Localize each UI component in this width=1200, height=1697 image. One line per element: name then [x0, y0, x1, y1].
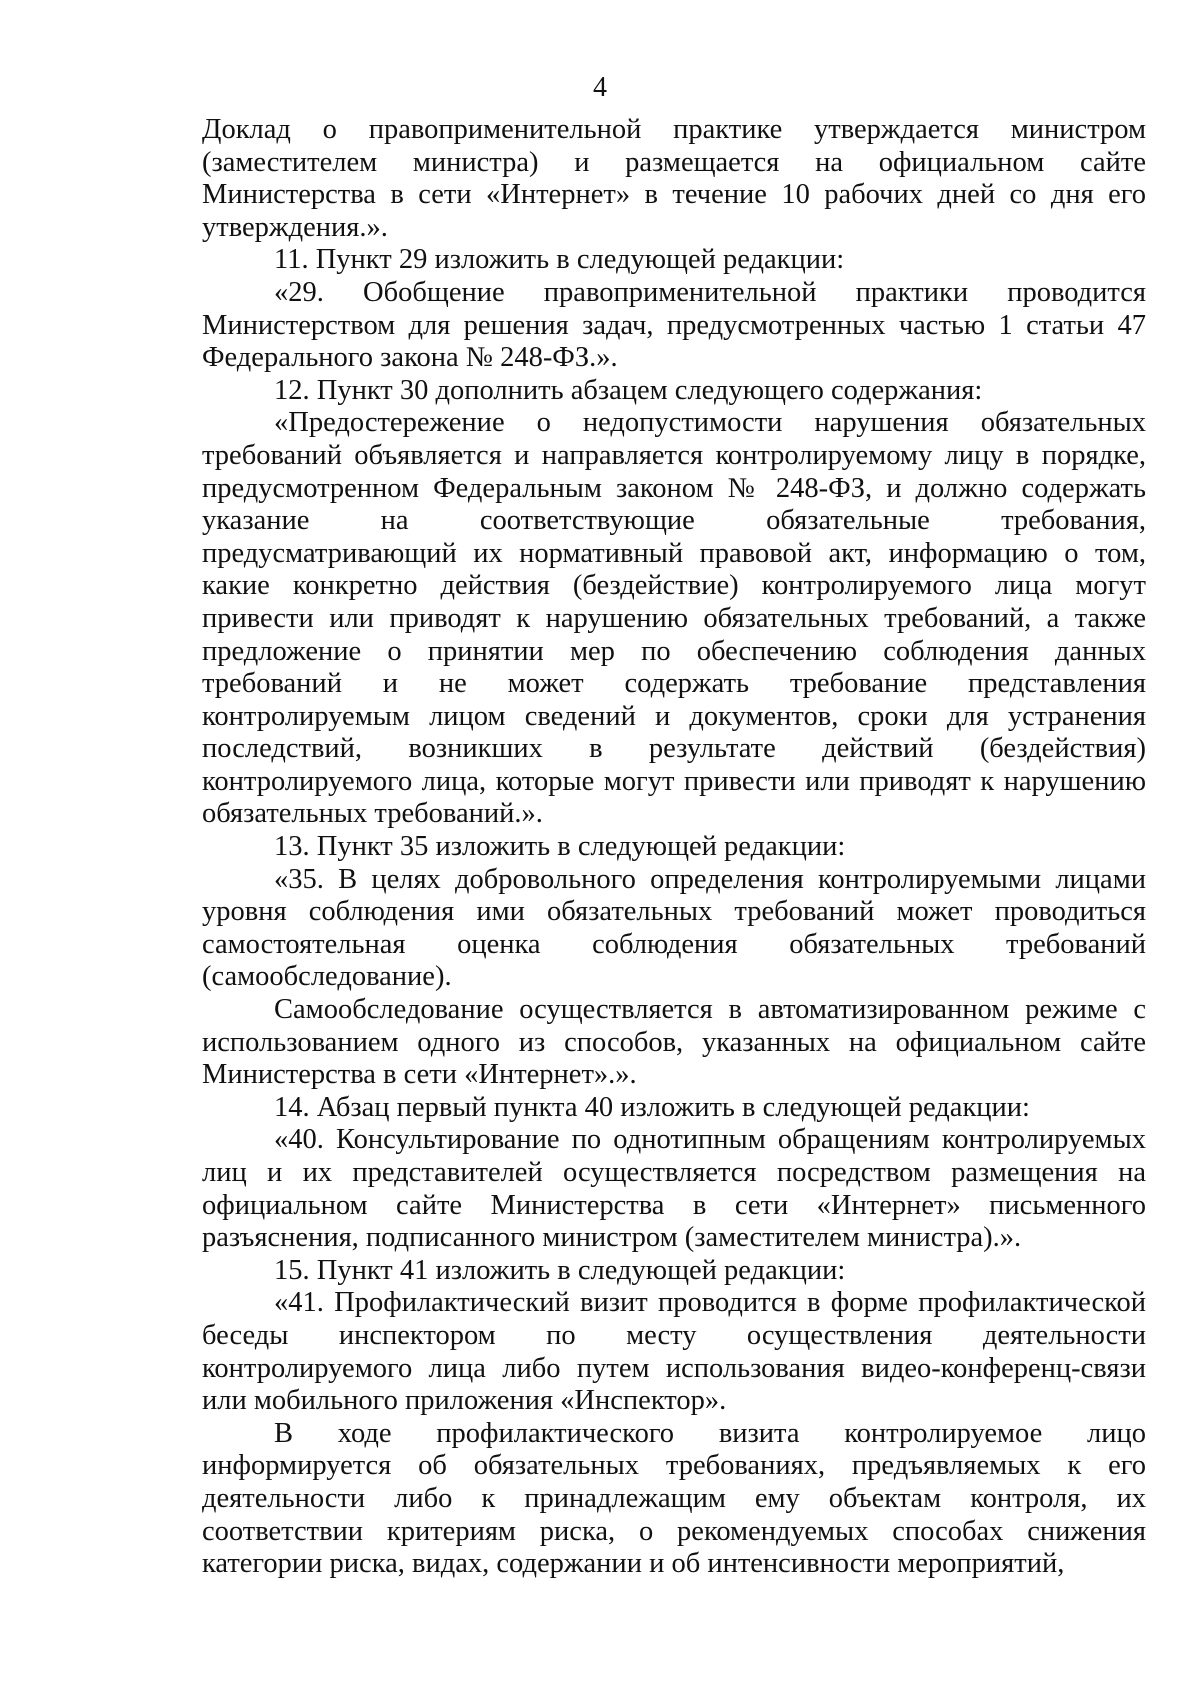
paragraph-item-12: 12. Пункт 30 дополнить абзацем следующего содержания: — [274, 374, 983, 406]
paragraph-point-41: «41. Профилактический визит проводится в форме профилактической беседы инспектором по месту осуществления деятельности контролируемого лица либо путем использования видео-конференц-связи или мобильного приложения «Инспектор». — [202, 1287, 1146, 1417]
paragraph-item-11: 11. Пункт 29 изложить в следующей редакции: — [274, 244, 845, 276]
paragraph-self-inspection: Самообследование осуществляется в автоматизированном режиме с использованием одного из способов, указанных на официальном сайте Министерства в сети «Интернет».». — [202, 994, 1146, 1091]
paragraph-item-14: 14. Абзац первый пункта 40 изложить в следующей редакции: — [274, 1091, 1030, 1123]
paragraph-point-40: «40. Консультирование по однотипным обращениям контролируемых лиц и их представителей осуществляется посредством размещения на официальном сайте Министерства в сети «Интернет» письменного разъяснения, подписанного министром (заместителем министра).». — [202, 1124, 1146, 1254]
paragraph-point-29: «29. Обобщение правоприменительной практики проводится Министерством для решения задач, предусмотренных частью 1 статьи 47 Федерального закона № 248-ФЗ.». — [202, 276, 1146, 374]
paragraph-item-15: 15. Пункт 41 изложить в следующей редакции: — [274, 1254, 846, 1286]
paragraph-point-35: «35. В целях добровольного определения контролируемыми лицами уровня соблюдения ими обязательных требований может проводиться самостоятельная оценка соблюдения обязательных требований (самообследование). — [202, 863, 1146, 993]
page-number: 4 — [593, 72, 607, 103]
paragraph-visit-details: В ходе профилактического визита контролируемое лицо информируется об обязательных требованиях, предъявляемых к его деятельности либо к принадлежащим ему объектам контроля, их соответствии критериям риска, о рекомендуемых способах снижения категории риска, видах, содержании и об интенсивности мероприятий, — [202, 1417, 1146, 1580]
document-body — [202, 114, 1146, 1581]
paragraph-warning: «Предостережение о недопустимости нарушения обязательных требований объявляется и направляется контролируемому лицу в порядке, предусмотренном Федеральным законом № 248-ФЗ, и должно содержать указание на соответствующие обязательные требования, предусматривающий их нормативный правовой акт, информацию о том, какие конкретно действия (бездействие) контролируемого лица могут привести или приводят к нарушению обязательных требований, а также предложение о принятии мер по обеспечению соблюдения данных требований и не может содержать требование представления контролируемым лицом сведений и документов, сроки для устранения последствий, возникших в результате действий (бездействия) контролируемого лица, которые могут привести или приводят к нарушению обязательных требований.». — [202, 407, 1146, 830]
paragraph-report-approval: Доклад о правоприменительной практике утверждается министром (заместителем министра) и размещается на официальном сайте Министерства в сети «Интернет» в течение 10 рабочих дней со дня его утверждения.». — [202, 114, 1146, 243]
paragraph-item-13: 13. Пункт 35 изложить в следующей редакции: — [274, 831, 846, 863]
